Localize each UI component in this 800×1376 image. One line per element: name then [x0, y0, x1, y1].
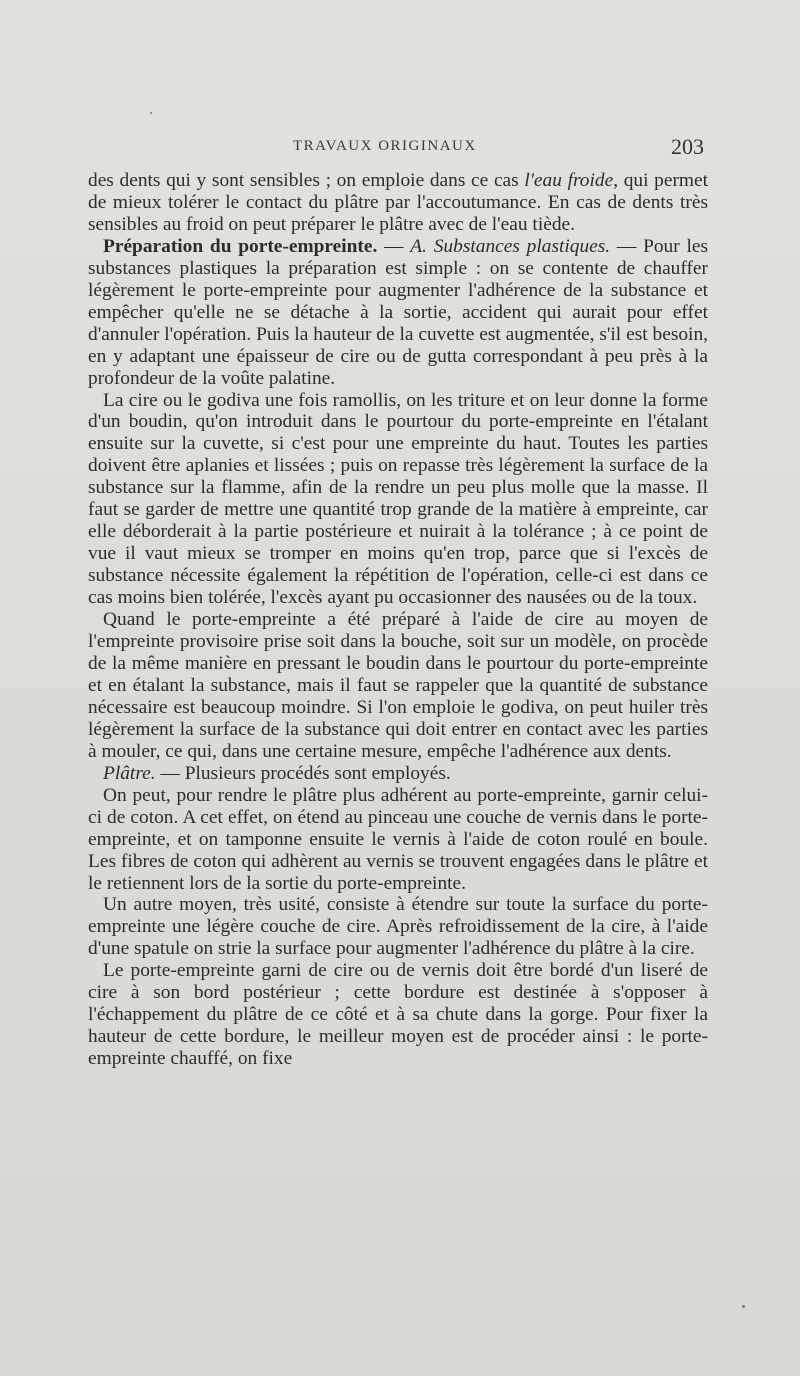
text-segment: La cire ou le godiva une fois ramollis, on les triture et on leur donne la forme d'un boudin, qu'on introduit dans le pourtour du porte-empreinte en l'étalant ensuite sur la cuvette, si c'est pour une empreinte du haut. Toutes les parties doivent être aplanies et lissées ; puis on repasse très légèrement la surface de la substance sur la flamme, afin de la rendre un peu plus molle que la masse. Il faut se garder de mettre une quantité trop grande de la matière à empreinte, car elle déborderait à la partie postérieure et nuirait à la tolérance ; à ce point de vue il vaut mieux se tromper en moins qu'en trop, parce que si l'excès de substance nécessite également la répétition de l'opération, celle-ci est dans ce cas moins bien tolérée, l'excès ayant pu occasionner des nausées ou de la toux. [88, 389, 708, 609]
text-segment: , qui permet de mieux tolérer le contact du plâtre par l'accoutumance. En cas de dents très sensibles au froid on peut préparer le plâtre avec de l'eau tiède. [88, 170, 708, 235]
paragraph [88, 785, 708, 895]
italic-text: l'eau froide [524, 170, 614, 191]
text-segment: On peut, pour rendre le plâtre plus adhérent au porte-empreinte, garnir celui-ci de coton. A cet effet, on étend au pinceau une couche de vernis dans le porte-empreinte, et on tamponne ensuite le vernis à l'aide de coton roulé en boule. Les fibres de coton qui adhèrent au vernis se trouvent engagées dans le plâtre et le retiennent lors de la sortie du porte-empreinte. [88, 784, 708, 894]
paragraph [88, 170, 708, 236]
body-text [88, 170, 708, 1070]
text-segment: — [377, 235, 411, 257]
section-heading: Préparation du porte-empreinte. [103, 235, 378, 257]
text-segment: Un autre moyen, très usité, consiste à étendre sur toute la surface du porte-empreinte une légère couche de cire. Après refroidissement de la cire, à l'aide d'une spatule on strie la surface pour augmenter l'adhérence du plâtre à la cire. [88, 894, 708, 960]
paragraph [88, 609, 708, 763]
text-segment: — Pour les substances plastiques la préparation est simple : on se contente de chauffer légèrement le porte-empreinte pour augmenter l'adhérence de la substance et empêcher qu'elle ne se détache à la sortie, accident qui aurait pour effet d'annuler l'opération. Puis la hauteur de la cuvette est augmentée, s'il est besoin, en y adaptant une épaisseur de cire ou de gutta correspondant à peu près à la profondeur de la voûte palatine. [88, 235, 709, 389]
italic-text: Plâtre. [103, 762, 156, 784]
italic-text: A. Substances plastiques. [410, 235, 611, 257]
running-title: TRAVAUX ORIGINAUX [293, 138, 477, 154]
paper-speck [742, 1305, 745, 1308]
page-number: 203 [671, 134, 704, 159]
paragraph [88, 894, 708, 960]
text-segment: Quand le porte-empreinte a été préparé à l'aide de cire au moyen de l'empreinte provisoire prise soit dans la bouche, soit sur un modèle, on procède de la même manière en pressant le boudin dans le pourtour du porte-empreinte et en étalant la substance, mais il faut se rappeler que la quantité de substance nécessaire est beaucoup moindre. Si l'on emploie le godiva, on peut huiler très légèrement la surface de la substance qui doit entrer en contact avec les parties à mouler, ce qui, dans une certaine mesure, empêche l'adhérence aux dents. [88, 609, 708, 762]
paragraph [88, 390, 708, 610]
page-header [88, 134, 708, 162]
text-segment: — Plusieurs procédés sont employés. [155, 762, 451, 784]
paragraph [88, 960, 708, 1070]
text-segment: Le porte-empreinte garni de cire ou de vernis doit être bordé d'un liseré de cire à son bord postérieur ; cette bordure est destinée à s'opposer à l'échappement du plâtre de ce côté et à sa chute dans la gorge. Pour fixer la hauteur de cette bordure, le meilleur moyen est de procéder ainsi : le porte-empreinte chauffé, on fixe [88, 960, 708, 1070]
paragraph [88, 763, 708, 785]
paragraph [88, 236, 708, 390]
paper-speck [150, 112, 152, 114]
text-segment: des dents qui y sont sensibles ; on emploie dans ce cas [88, 170, 525, 191]
